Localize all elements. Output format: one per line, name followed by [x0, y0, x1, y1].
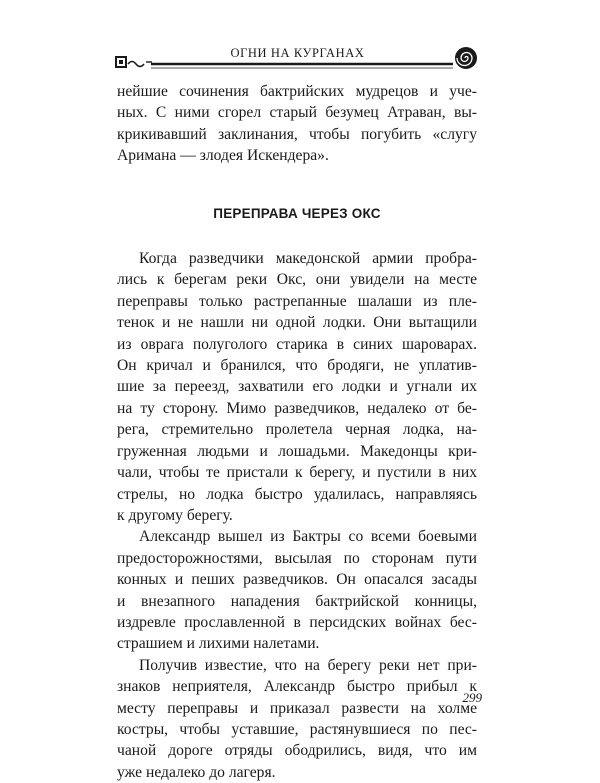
text-line: Он кричал и бранился, что бродяги, не уплатив-	[117, 357, 477, 375]
section-heading: ПЕРЕПРАВА ЧЕРЕЗ ОКС	[213, 205, 381, 221]
text-line: чаной дороге отряды ободрились, видя, что им	[117, 742, 477, 760]
text-line: стрелы, но лодка быстро удалилась, направляясь	[117, 485, 477, 503]
text-line: переправы только растрепанные шалаши из пле-	[117, 292, 477, 310]
text-line: крикивавший заклинания, чтобы погубить «слугу	[117, 125, 477, 143]
text-line: тенок и не нашли ни одной лодки. Они вытащили	[117, 314, 477, 332]
text-line: Аримана — злодея Искендера».	[117, 147, 329, 165]
text-line: предосторожностями, высылая по сторонам пути	[117, 549, 477, 567]
text-line: месту переправы и приказал развести на холме	[117, 699, 477, 717]
running-head-title: ОГНИ НА КУРГАНАХ	[230, 46, 365, 60]
page-number: 299	[462, 690, 482, 705]
text-line: конных и пеших разведчиков. Он опасался засады	[117, 571, 477, 589]
opening-paragraph	[117, 81, 477, 167]
text-line: и внезапного нападения бактрийской конницы,	[117, 592, 477, 610]
text-line: к другому берегу.	[117, 506, 233, 524]
paragraph-2	[117, 526, 477, 654]
text-line: костры, чтобы уставшие, растянувшиеся по пес-	[117, 720, 477, 738]
text-line: ных. С ними сгорел старый безумец Атраван, вы-	[117, 104, 477, 122]
text-line: из оврага полуголого старика в синих шароварах.	[117, 335, 477, 353]
text-line: издревле прославленной в персидских войнах бес-	[117, 613, 477, 631]
text-line: знаков неприятеля, Александр быстро прибыл к	[117, 678, 477, 696]
text-line: шие за переезд, захватили его лодки и угнали их	[117, 378, 477, 396]
text-line: Когда разведчики македонской армии пробра-	[139, 250, 477, 268]
text-line: на ту сторону. Мимо разведчиков, недалеко от бе-	[117, 399, 477, 417]
text-line: страшием и лихими налетами.	[117, 635, 320, 653]
paragraph-1	[117, 248, 477, 526]
text-line: груженная людьми и лошадьми. Македонцы кри-	[117, 442, 477, 460]
paragraph-3	[117, 655, 477, 783]
text-line: лись к берегам реки Окс, они увидели на месте	[117, 271, 477, 289]
text-line: рега, стремительно пролетела черная лодка, на-	[117, 421, 477, 439]
text-line: нейшие сочинения бактрийских мудрецов и уче-	[117, 83, 477, 100]
text-line: уже недалеко до лагеря.	[117, 763, 276, 781]
text-line: Получив известие, что на берегу реки нет при-	[139, 656, 477, 674]
page-body	[117, 81, 477, 783]
running-head	[115, 40, 480, 76]
text-line: Александр вышел из Бактры со всеми боевыми	[139, 528, 477, 546]
text-line: чали, чтобы те пристали к берегу, и пустили в них	[117, 464, 477, 482]
